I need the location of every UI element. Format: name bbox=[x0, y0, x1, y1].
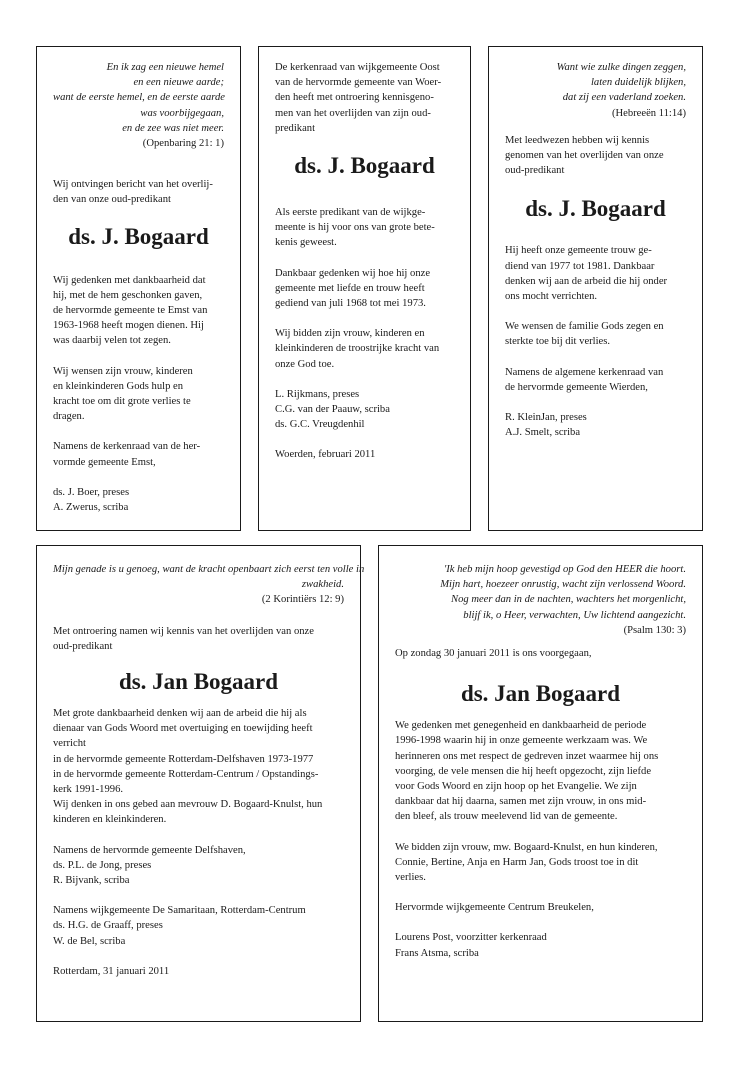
body-paragraph: We gedenken met genegenheid en dankbaarheid de periode 1996-1998 waarin hij in onze gemeente werkzaam was. We herinneren ons met respect de gedreven inzet waarmee hij ons voorging, de vele mensen die hij heeft opgezocht, zijn liefde voor Gods Woord en zijn hoop op het Evangelie. We zijn dankbaar dat hij daarna, samen met zijn vrouw, in ons mid- den bleef, als trouw meelevend lid van de gemeente. bbox=[395, 720, 659, 823]
body-paragraph: Wij bidden zijn vrouw, kinderen en kleinkinderen de troostrijke kracht van onze God toe. bbox=[275, 328, 440, 370]
deceased-name: ds. J. Bogaard bbox=[68, 223, 209, 249]
bible-verse: En ik zag een nieuwe hemel en een nieuwe aarde; want de eerste hemel, en de eerste aarde was voorbijgegaan, en de zee was niet meer. bbox=[53, 62, 225, 134]
place-date: Rotterdam, 31 januari 2011 bbox=[53, 965, 170, 977]
notice-wierden bbox=[488, 46, 703, 531]
signatories: ds. J. Boer, preses A. Zwerus, scriba bbox=[53, 486, 130, 514]
deceased-name: ds. J. Bogaard bbox=[294, 153, 435, 179]
bible-verse: Mijn genade is u genoeg, want de kracht openbaart zich eerst ten volle in zwakheid. bbox=[53, 564, 365, 591]
verse-reference: (Hebreeën 11:14) bbox=[611, 107, 686, 119]
notice-emst bbox=[36, 46, 241, 531]
bible-verse: Want wie zulke dingen zeggen, laten duidelijk blijken, dat zij een vaderland zoeken. bbox=[556, 62, 686, 104]
deceased-name: ds. Jan Bogaard bbox=[460, 681, 621, 707]
signature-org: Hervormde wijkgemeente Centrum Breukelen, bbox=[395, 902, 594, 914]
body-paragraph: Met grote dankbaarheid denken wij aan de arbeid die hij als dienaar van Gods Woord met overtuiging en toewijding heeft verricht in de hervormde gemeente Rotterdam-Delfshaven 1973-1977 in de hervormde gemeente Rotterdam-Centrum / Opstandings- kerk 1991-1996. Wij denken in ons gebed aan mevrouw D. Bogaard-Knulst, hun kinderen en kleinkinderen. bbox=[53, 708, 323, 826]
notice-woerden bbox=[258, 46, 471, 531]
verse-reference: (2 Korintiërs 12: 9) bbox=[261, 594, 344, 606]
intro-text: De kerkenraad van wijkgemeente Oost van de hervormde gemeente van Woer- den heeft met ontroering kennisgeno- men van het overlijden van zijn oud- predikant bbox=[275, 62, 442, 134]
signature-block: Namens wijkgemeente De Samaritaan, Rotterdam-Centrum ds. H.G. de Graaff, preses W. de Bel, scriba bbox=[53, 905, 306, 947]
signatories: R. KleinJan, preses A.J. Smelt, scriba bbox=[505, 412, 587, 439]
intro-text: Met leedwezen hebben wij kennis genomen van het overlijden van onze oud-predikant bbox=[505, 134, 664, 177]
body-paragraph: We bidden zijn vrouw, mw. Bogaard-Knulst, en hun kinderen, Connie, Bertine, Anja en Harm Jan, Gods troost toe in dit verlies. bbox=[395, 841, 658, 884]
body-paragraph: Dankbaar gedenken wij hoe hij onze gemeente met liefde en trouw heeft gediend van juli 1968 tot mei 1973. bbox=[275, 267, 431, 310]
body-paragraph: Als eerste predikant van de wijkge- meente is hij voor ons van grote bete- kenis geweest. bbox=[275, 207, 435, 249]
signatories: L. Rijkmans, preses C.G. van der Paauw, scriba ds. G.C. Vreugdenhil bbox=[275, 388, 390, 431]
body-paragraph: Hij heeft onze gemeente trouw ge- diend van 1977 tot 1981. Dankbaar denken wij aan de arbeid die hij onder ons mocht verrichten. bbox=[505, 245, 668, 303]
notice-breukelen bbox=[378, 545, 703, 1022]
signature-block: Namens de hervormde gemeente Delfshaven, ds. P.L. de Jong, preses R. Bijvank, scriba bbox=[53, 844, 246, 887]
intro-text: Wij ontvingen bericht van het overlij- den van onze oud-predikant bbox=[53, 179, 213, 206]
signature-org: Namens de algemene kerkenraad van de hervormde gemeente Wierden, bbox=[505, 366, 664, 393]
body-paragraph: We wensen de familie Gods zegen en sterkte toe bij dit verlies. bbox=[505, 321, 664, 348]
signature-org: Namens de kerkenraad van de her- vormde gemeente Emst, bbox=[53, 441, 201, 468]
verse-reference: (Psalm 130: 3) bbox=[623, 624, 686, 636]
notice-rotterdam bbox=[36, 545, 365, 1022]
intro-text: Op zondag 30 januari 2011 is ons voorgegaan, bbox=[395, 648, 592, 660]
verse-reference: (Openbaring 21: 1) bbox=[142, 138, 224, 150]
intro-text: Met ontroering namen wij kennis van het overlijden van onze oud-predikant bbox=[53, 625, 314, 652]
place-date: Woerden, februari 2011 bbox=[275, 449, 376, 461]
deceased-name: ds. J. Bogaard bbox=[525, 196, 666, 222]
body-paragraph: Wij wensen zijn vrouw, kinderen en kleinkinderen Gods hulp en kracht toe om dit grote verlies te dragen. bbox=[53, 365, 193, 423]
bible-verse: 'Ik heb mijn hoop gevestigd op God den HEER die hoort. Mijn hart, hoezeer onrustig, wacht zijn verlossend Woord. Nog meer dan in de nachten, wachters het morgenlicht, blijf ik, o Heer, verwachten, Uw lichtend aangezicht. bbox=[440, 564, 686, 621]
body-paragraph: Wij gedenken met dankbaarheid dat hij, met de hem geschonken gaven, de hervormde gemeente te Emst van 1963-1968 heeft mogen dienen. Hij was daarbij velen tot zegen. bbox=[53, 274, 208, 347]
deceased-name: ds. Jan Bogaard bbox=[118, 669, 279, 695]
signatories: Lourens Post, voorzitter kerkenraad Frans Atsma, scriba bbox=[395, 932, 547, 959]
